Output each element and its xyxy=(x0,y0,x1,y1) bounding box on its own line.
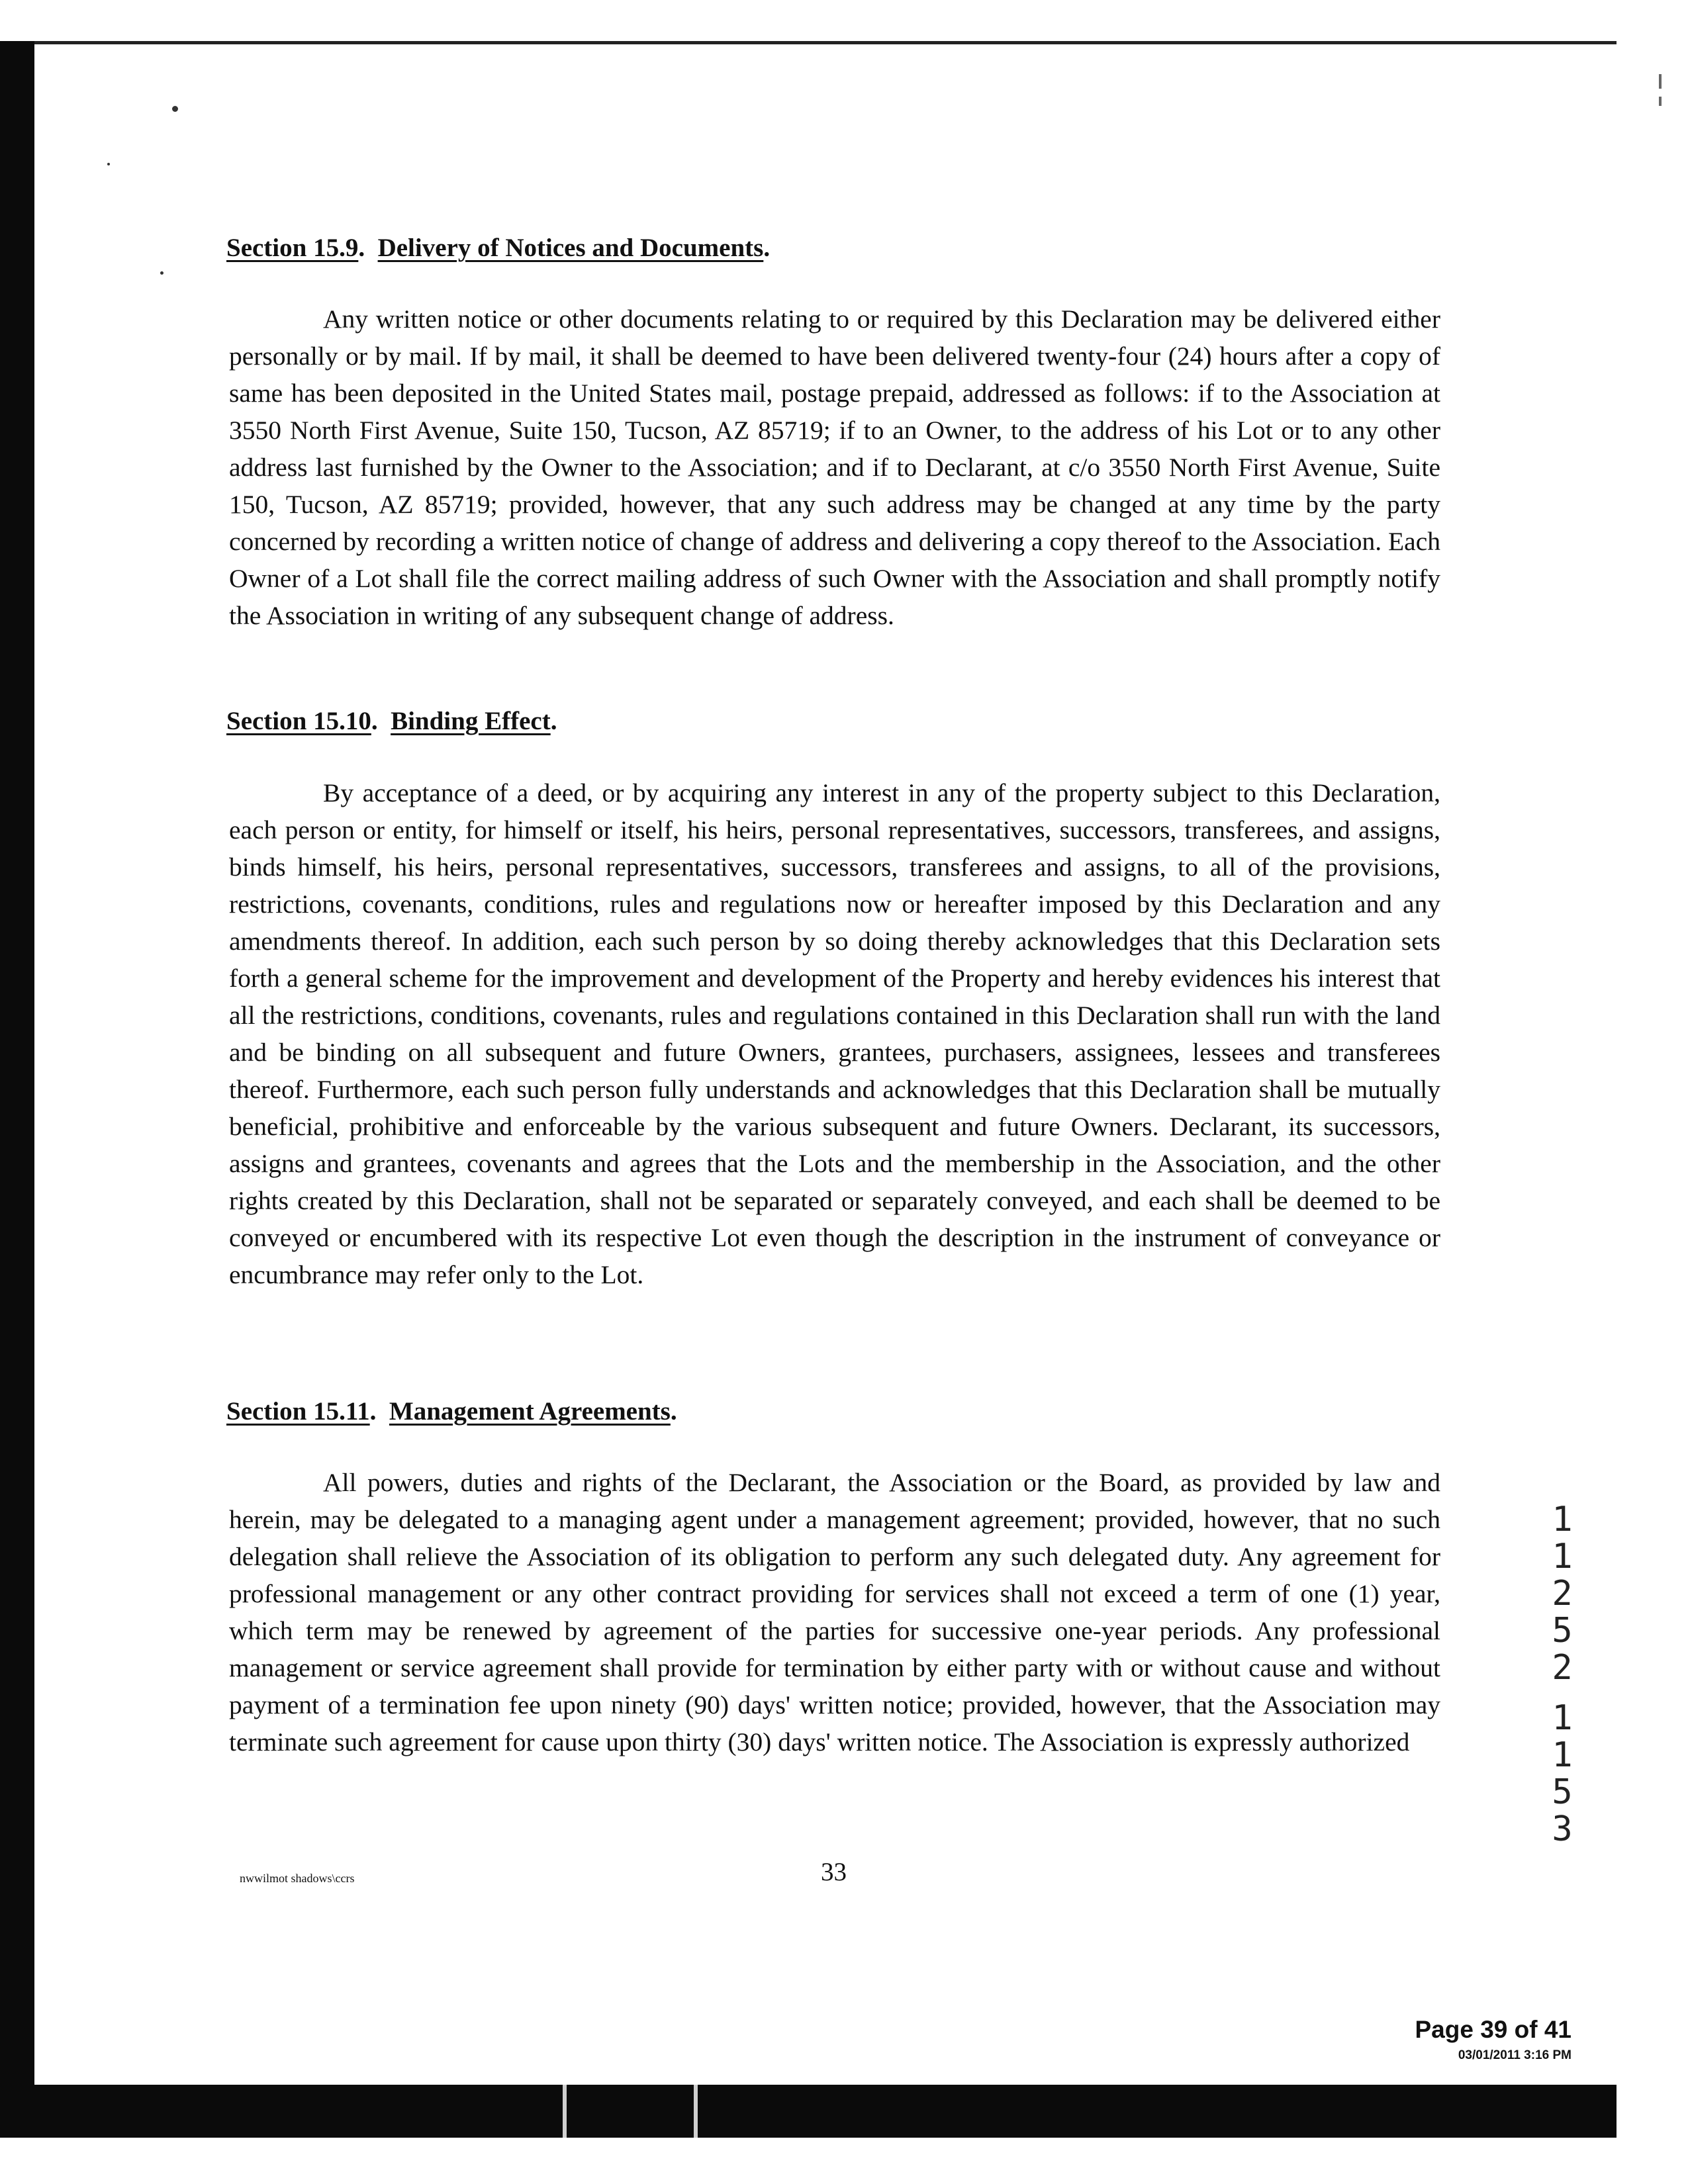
margin-digit: 2 xyxy=(1552,1648,1573,1688)
section-title: Delivery of Notices and Documents xyxy=(377,234,764,262)
margin-recording-number xyxy=(1542,1501,1582,1686)
section-number: Section 15.10 xyxy=(226,707,371,735)
margin-recording-number xyxy=(1542,1700,1582,1848)
section-paragraph: All powers, duties and rights of the Declarant, the Association or the Board, as provided by law and herein, may be delegated to a managing agent under a management agreement; provided, however, that no such delegation shall relieve the Association of its obligation to perform any such delegated duty. Any agreement for professional management or any other contract providing for services shall not exceed a term of one (1) year, which term may be renewed by agreement of the parties for successive one-year periods. Any professional management or service agreement shall provide for termination by either party with or without cause and without payment of a termination fee upon ninety (90) days' written notice; provided, however, that the Association may terminate such agreement for cause upon thirty (30) days' written notice. The Association is expressly authorized xyxy=(229,1468,1440,1756)
section-title: Binding Effect xyxy=(391,707,551,735)
section-paragraph: Any written notice or other documents relating to or required by this Declaration may be delivered either personally or by mail. If by mail, it shall be deemed to have been delivered twenty-four (24) hours after a copy of same has been deposited in the United States mail, postage prepaid, addressed as follows: if to the Association at 3550 North First Avenue, Suite 150, Tucson, AZ 85719; if to an Owner, to the address of his Lot or to any other address last furnished by the Owner to the Association; and if to Declarant, at c/o 3550 North First Avenue, Suite 150, Tucson, AZ 85719; provided, however, that any such address may be changed at any time by the party concerned by recording a written notice of change of address and delivering a copy thereof to the Association. Each Owner of a Lot shall file the correct mailing address of such Owner with the Association and shall promptly notify the Association in writing of any subsequent change of address. xyxy=(229,304,1440,630)
margin-digit: 5 xyxy=(1552,1611,1573,1651)
recorder-page-count: Page 39 of 41 xyxy=(1415,2016,1571,2043)
margin-digit: 1 xyxy=(1552,1500,1573,1539)
section-title: Management Agreements xyxy=(389,1397,671,1426)
section-number: Section 15.11 xyxy=(226,1397,370,1426)
margin-digit: 1 xyxy=(1552,1735,1573,1775)
section-number: Section 15.9 xyxy=(226,234,359,262)
section-heading: Section 15.9. Delivery of Notices and Documents. xyxy=(226,234,771,262)
margin-digit: 5 xyxy=(1552,1772,1573,1812)
margin-digit: 3 xyxy=(1552,1809,1573,1849)
margin-digit: 1 xyxy=(1552,1537,1573,1576)
footer-file-ref: nwwilmot shadows\ccrs xyxy=(240,1872,355,1885)
margin-digit: 1 xyxy=(1552,1698,1573,1738)
recorder-timestamp: 03/01/2011 3:16 PM xyxy=(1458,2048,1571,2062)
section-paragraph: By acceptance of a deed, or by acquiring any interest in any of the property subject to this Declaration, each person or entity, for himself or itself, his heirs, personal representatives, successors, transferees, and assigns, binds himself, his heirs, personal representatives, successors, transferees and assigns, to all of the provisions, restrictions, covenants, conditions, rules and regulations now or hereafter imposed by this Declaration and any amendments thereof. In addition, each such person by so doing thereby acknowledges that this Declaration sets forth a general scheme for the improvement and development of the Property and hereby evidences his interest that all the restrictions, conditions, covenants, rules and regulations contained in this Declaration shall run with the land and be binding on all subsequent and future Owners, grantees, purchasers, assignees, lessees and transferees thereof. Furthermore, each such person fully understands and acknowledges that this Declaration shall be mutually beneficial, prohibitive and enforceable by the various subsequent and future Owners. Declarant, its successors, assigns and grantees, covenants and agrees that the Lots and the membership in the Association, and the other rights created by this Declaration, shall not be separated or separately conveyed, and each shall be deemed to be conveyed or encumbered with its respective Lot even though the description in the instrument of conveyance or encumbrance may refer only to the Lot. xyxy=(229,778,1440,1289)
section-heading: Section 15.10. Binding Effect. xyxy=(226,707,557,735)
margin-digit: 2 xyxy=(1552,1574,1573,1614)
section-heading: Section 15.11. Management Agreements. xyxy=(226,1397,677,1426)
page-number: 33 xyxy=(821,1858,847,1886)
